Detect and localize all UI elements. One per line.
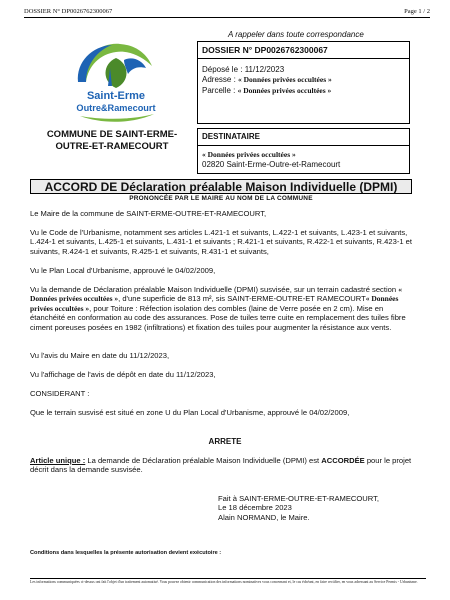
commune-name [34, 129, 190, 153]
footer-note: Les informations communiquées ci-dessus ont fait l'objet d'un traitement automatisé. Vous pouvez obtenir communication des informations nominatives vous concernant et, le cas échéant, en faire rectifier, en vous adressant au Service Permis - Urbanisme. [30, 580, 418, 584]
paragraph-avis-maire: Vu l'avis du Maire en date du 11/12/2023, [30, 351, 170, 360]
footer-divider [30, 578, 426, 579]
paragraph-plu: Vu le Plan Local d'Urbanisme, approuvé le 04/02/2009, [30, 266, 216, 275]
document-title: ACCORD DE Déclaration préalable Maison Individuelle (DPMI) [30, 179, 412, 194]
depose-label: Déposé le : [202, 64, 245, 74]
commune-logo [72, 38, 160, 124]
header-dossier: DOSSIER N° DP0026762300067 [24, 8, 113, 15]
demande-text-c: , pour Toiture : Réfection isolation des combles (laine de Verre posée en 2 cm). Mise en étanchéité en conformation au code des assurances. Pose de tuiles terre cuite en remplacement des tuiles fibre ciment poreuses posées en 1982 (infiltrations) et fixation des tuiles pour augmenter la résistance aux vents. [30, 303, 406, 332]
parcelle-value: « Données privées occultées » [237, 85, 332, 95]
paragraph-demande [30, 285, 420, 332]
page-header [24, 8, 430, 15]
paragraph-code-urbanisme: Vu le Code de l'Urbanisme, notamment ses articles L.421-1 et suivants, L.422-1 et suivants, L.423-1 et suivants, L.424-1 et suivants, L.425-1 et suivants, L.431-1 et suivants ; R.421-1 et suivants, R.422-1 et suivants, R.423-1 et suivants, R.424-1 et suivants, R.425-1 et suivants, R.431-1 et suivants, [30, 228, 413, 256]
paragraph-considerant: CONSIDERANT : [30, 389, 90, 398]
destinataire-title: DESTINATAIRE [198, 132, 409, 146]
depose-value: 11/12/2023 [244, 64, 285, 74]
dossier-box-title: DOSSIER N° DP0026762300067 [198, 45, 409, 59]
article-label: Article unique : [30, 456, 86, 465]
paragraph-maire: Le Maire de la commune de SAINT-ERME-OUTRE-ET-RAMECOURT, [30, 209, 267, 218]
arrete-heading: ARRETE [208, 437, 242, 446]
parcelle-label: Parcelle : [202, 85, 238, 95]
rappel-note: A rappeler dans toute correspondance [228, 30, 364, 39]
header-divider [24, 17, 430, 18]
demande-text-b: , d'une superficie de 813 m², sis SAINT-ERME-OUTRE-ET RAMECOURT [118, 294, 366, 304]
adresse-line [202, 75, 405, 86]
paragraph-article [30, 456, 420, 475]
paragraph-affichage: Vu l'affichage de l'avis de dépôt en date du 11/12/2023, [30, 370, 216, 379]
depose-line [202, 65, 405, 76]
destinataire-address: 02820 Saint-Erme-Outre-et-Ramecourt [202, 160, 341, 169]
commune-line2: OUTRE-ET-RAMECOURT [55, 141, 169, 152]
logo-bird-icon [124, 58, 146, 74]
logo-text-line2: Outre&Ramecourt [76, 103, 156, 113]
signature-place: Fait à SAINT-ERME-OUTRE-ET-RAMECOURT, [218, 494, 380, 503]
article-accordee: ACCORDÉE [321, 456, 365, 465]
adresse-label: Adresse : [202, 75, 239, 84]
paragraph-zone: Que le terrain susvisé est situé en zone U du Plan Local d'Urbanisme, approuvé le 04/02/2009, [30, 408, 350, 417]
destinataire-name: « Données privées occultées » [202, 149, 296, 159]
parcelle-line [202, 86, 405, 97]
dossier-box [197, 41, 410, 124]
logo-swoosh [80, 114, 154, 122]
signature-name: Alain NORMAND, le Maire. [218, 512, 310, 522]
demande-text-a: Vu la demande de Déclaration préalable Maison Individuelle (DPMI) susvisée, sur un terrain cadastré section [30, 285, 399, 294]
article-text-b: pour le projet décrit dans la demande susvisée. [30, 456, 412, 475]
commune-line1: COMMUNE DE SAINT-ERME- [46, 129, 178, 140]
demande-private-1: « Données privées occultées » [30, 285, 402, 304]
conditions-heading: Conditions dans lesquelles la présente autorisation devient exécutoire : [30, 550, 222, 556]
header-page-number: Page 1 / 2 [404, 8, 430, 15]
adresse-value: « Données privées occultées » [238, 75, 332, 84]
signature-block [218, 494, 379, 522]
signature-date: Le 18 décembre 2023 [218, 503, 292, 513]
logo-text-line1: Saint-Erme [86, 90, 146, 102]
destinataire-box [197, 128, 410, 174]
demande-private-2: « Données privées occultées » [30, 294, 399, 313]
article-text-a: La demande de Déclaration préalable Maison Individuelle (DPMI) est [85, 456, 322, 465]
document-subtitle: PRONONCÉE PAR LE MAIRE AU NOM DE LA COMMUNE [129, 195, 313, 202]
